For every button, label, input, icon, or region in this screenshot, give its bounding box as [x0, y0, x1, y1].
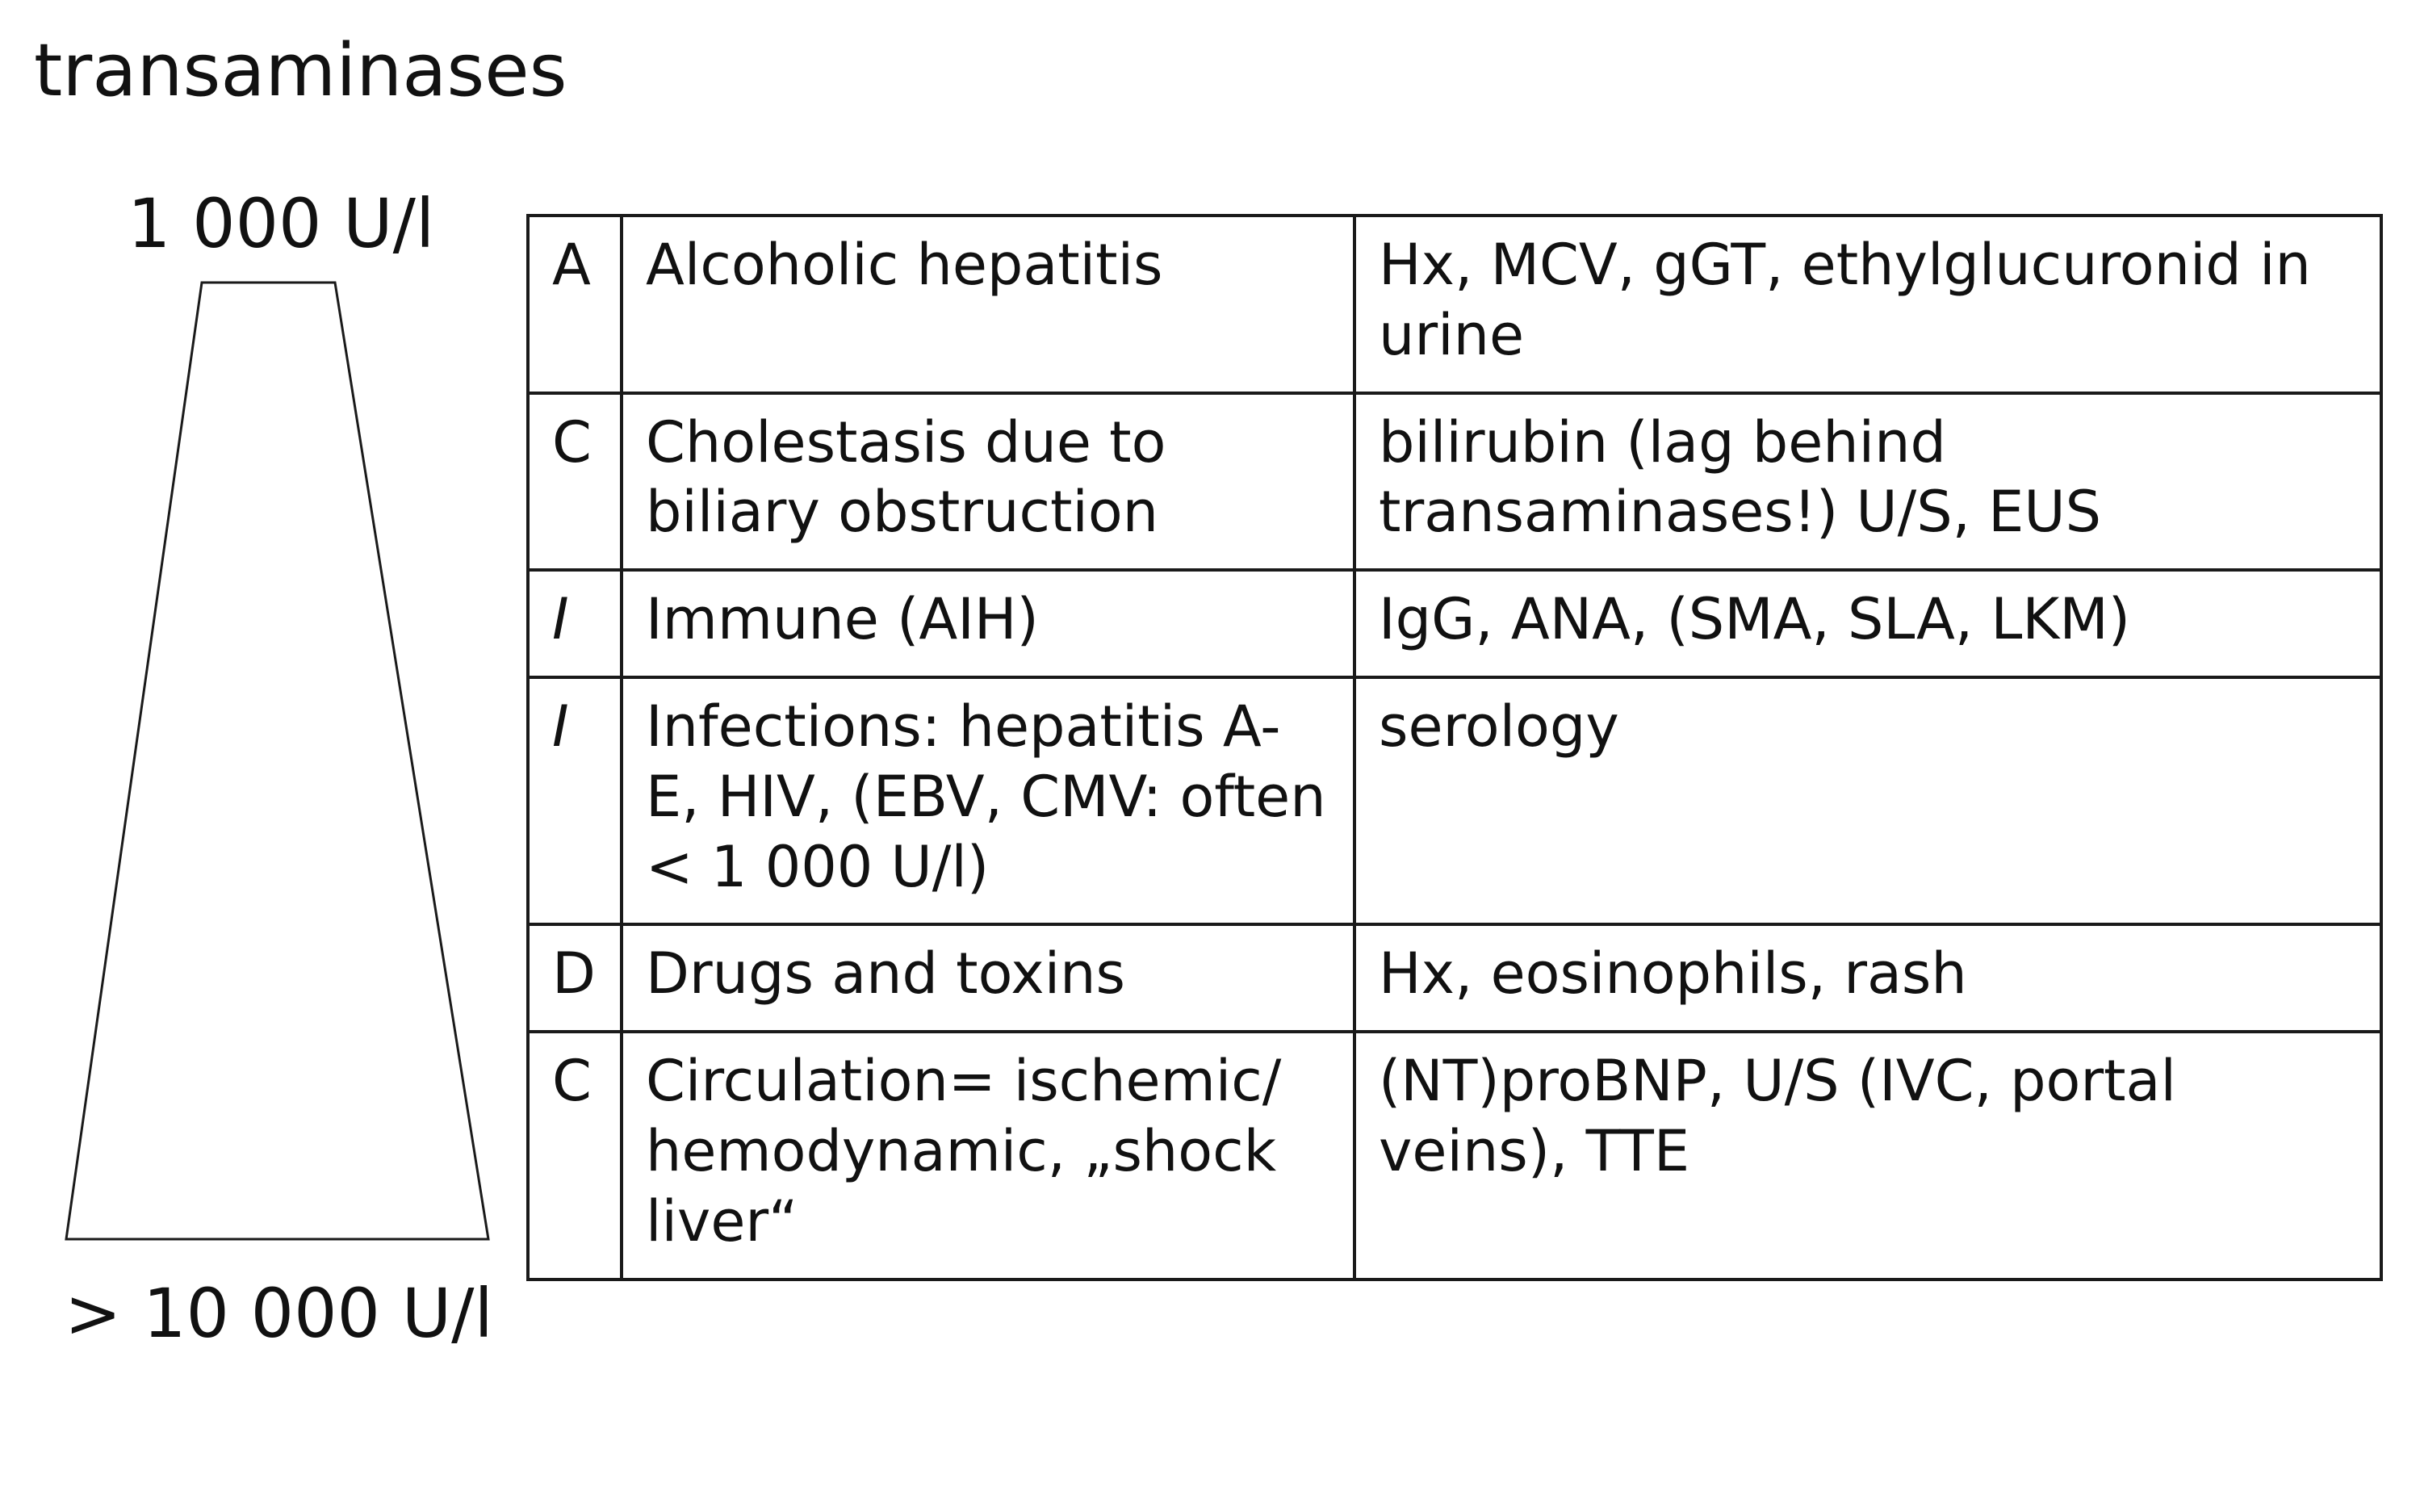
mnemonic-letter: C [528, 393, 622, 571]
workup-cell: bilirubin (lag behind transaminases!) U/S, EUS [1354, 393, 2381, 571]
mnemonic-letter: C [528, 1032, 622, 1279]
mnemonic-letter: I [528, 570, 622, 677]
cause-cell: Circulation= ischemic/ hemodynamic, „shock liver“ [622, 1032, 1354, 1279]
mnemonic-letter: I [528, 677, 622, 924]
table-row [528, 1032, 2381, 1279]
cause-cell: Immune (AIH) [622, 570, 1354, 677]
workup-cell: serology [1354, 677, 2381, 924]
cause-cell: Alcoholic hepatitis [622, 216, 1354, 393]
cause-cell: Cholestasis due to biliary obstruction [622, 393, 1354, 571]
table-row [528, 677, 2381, 924]
mnemonic-letter: D [528, 924, 622, 1032]
workup-cell: Hx, MCV, gGT, ethylglucuronid in urine [1354, 216, 2381, 393]
table-row [528, 393, 2381, 571]
workup-cell: (NT)proBNP, U/S (IVC, portal veins), TTE [1354, 1032, 2381, 1279]
table-row [528, 570, 2381, 677]
mnemonic-letter: A [528, 216, 622, 393]
workup-cell: IgG, ANA, (SMA, SLA, LKM) [1354, 570, 2381, 677]
page-title: transaminases [34, 28, 567, 113]
table-row [528, 216, 2381, 393]
table-row [528, 924, 2381, 1032]
workup-cell: Hx, eosinophils, rash [1354, 924, 2381, 1032]
funnel-shape [48, 266, 500, 1251]
cause-cell: Infections: hepatitis A-E, HIV, (EBV, CMV: often < 1 000 U/l) [622, 677, 1354, 924]
differential-table [526, 214, 2383, 1281]
cause-cell: Drugs and toxins [622, 924, 1354, 1032]
funnel-top-label: 1 000 U/l [128, 184, 435, 263]
funnel-outline [66, 283, 488, 1239]
funnel-bottom-label: > 10 000 U/l [65, 1274, 493, 1353]
